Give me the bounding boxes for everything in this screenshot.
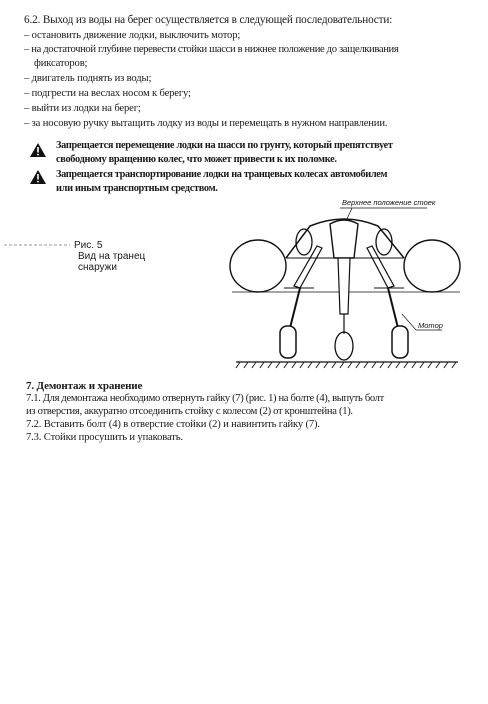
paragraph-7-2: 7.2. Вставить болт (4) в отверстие стойки (2) и навинтить гайку (7). (26, 419, 320, 430)
step-2: – на достаточной глубине перевести стойки шасси в нижнее положение до защелкивания (24, 44, 399, 55)
figure-caption-line-1: Вид на транец (78, 251, 146, 262)
paragraph-7-1-line-1: 7.1. Для демонтажа необходимо отвернуть гайку (7) (рис. 1) на болте (4), выпуть болт (26, 393, 384, 404)
step-2-cont: фиксаторов; (34, 58, 88, 69)
warning-2-line-2: или иным транспортным средством. (56, 183, 218, 194)
figure-number: Рис. 5 (74, 240, 103, 251)
warning-2-line-1: Запрещается транспортирование лодки на транцевых колесах автомобилем (56, 169, 388, 180)
figure-caption-line-2: снаружи (78, 262, 117, 273)
warning-triangle-icon (30, 143, 46, 157)
section-6-2-heading: 6.2. Выход из воды на берег осуществляется в следующей последовательности: (24, 14, 393, 26)
step-4: – подгрести на веслах носом к берегу; (24, 88, 191, 99)
section-7-heading: 7. Демонтаж и хранение (26, 380, 143, 392)
step-6: – за носовую ручку вытащить лодку из воды и перемещать в нужном направлении. (24, 118, 388, 129)
warning-1-line-1: Запрещается перемещение лодки на шасси по грунту, который препятствует (56, 140, 393, 151)
step-5: – выйти из лодки на берег; (24, 103, 141, 114)
label-motor: Мотор (418, 321, 443, 330)
paragraph-7-3: 7.3. Стойки просушить и упаковать. (26, 432, 183, 443)
figure-caption (74, 240, 145, 273)
transom-wheels-drawing (222, 196, 472, 376)
paragraph-7-1-line-2: из отверстия, аккуратно отсоединить стойку с колесом (2) от кронштейна (1). (26, 406, 353, 417)
warning-1-line-2: свободному вращению колес, что может привести к их поломке. (56, 154, 337, 165)
step-1: – остановить движение лодки, выключить мотор; (24, 30, 241, 41)
label-top-position: Верхнее положение стоек (342, 198, 436, 207)
step-3: – двигатель поднять из воды; (24, 73, 152, 84)
caption-leader-dashes (4, 240, 74, 250)
warning-triangle-icon (30, 170, 46, 184)
